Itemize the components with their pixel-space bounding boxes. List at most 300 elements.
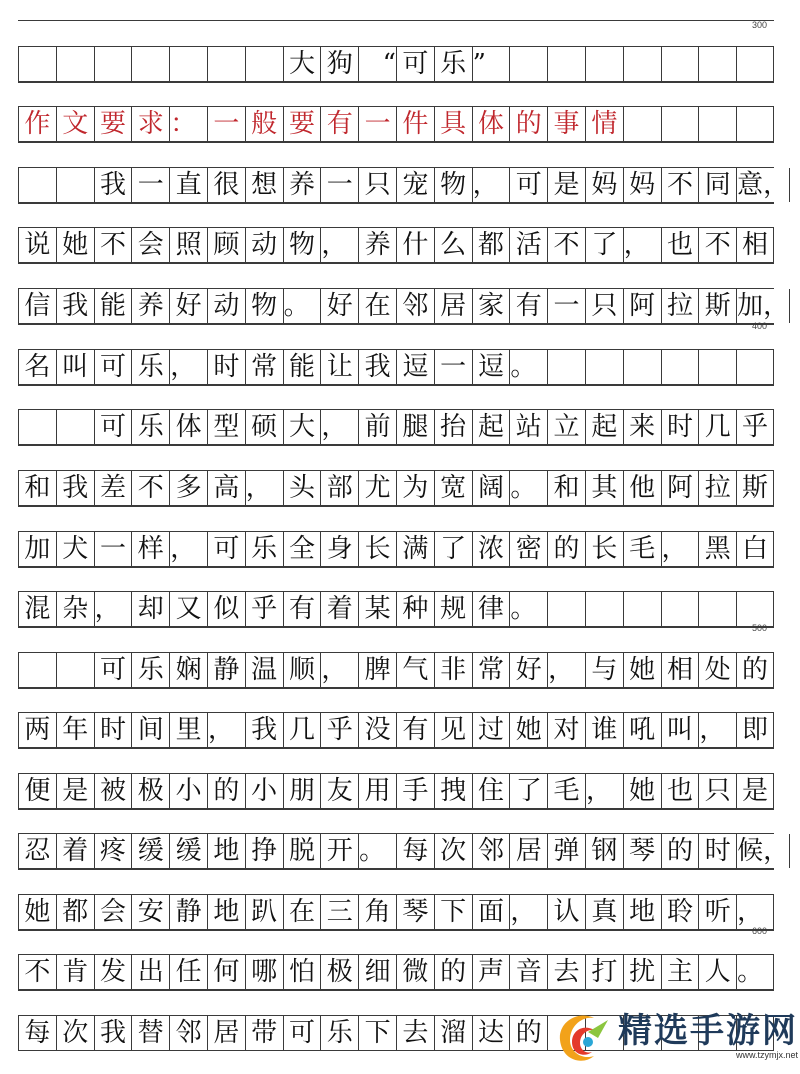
grid-cell: 乐 <box>320 1016 358 1050</box>
grid-cell: 身 <box>320 532 358 566</box>
grid-cell: 斯 <box>736 471 774 505</box>
title-row <box>18 46 774 82</box>
grid-cell: 其 <box>585 471 623 505</box>
grid-cell: ， <box>207 713 245 747</box>
grid-cell: 忍 <box>18 834 56 868</box>
grid-cell: 只 <box>698 774 736 808</box>
grid-cell: 地 <box>623 895 661 929</box>
grid-cell: 疼 <box>94 834 132 868</box>
grid-cell: 友 <box>320 774 358 808</box>
grid-cell: 都 <box>56 895 94 929</box>
grid-cell: 满 <box>396 532 434 566</box>
grid-cell <box>623 350 661 384</box>
grid-cell: 居 <box>509 834 547 868</box>
grid-cell: 有 <box>283 592 321 626</box>
grid-cell <box>18 410 56 444</box>
grid-cell: 细 <box>358 955 396 989</box>
grid-cell: 发 <box>94 955 132 989</box>
grid-cell: 种 <box>396 592 434 626</box>
grid-cell: 文 <box>56 107 94 141</box>
grid-cell: ： <box>169 107 207 141</box>
grid-cell: 我 <box>94 168 132 202</box>
grid-cell: 一 <box>207 107 245 141</box>
grid-cell: 每 <box>396 834 434 868</box>
grid-cell <box>661 592 699 626</box>
grid-cell: 乎 <box>245 592 283 626</box>
grid-cell: 。 <box>509 350 547 384</box>
grid-cell <box>207 47 245 81</box>
grid-cell: 又 <box>169 592 207 626</box>
row-spacer <box>18 506 774 532</box>
grid-cell: 。 <box>509 592 547 626</box>
grid-cell <box>56 653 94 687</box>
grid-cell: 静 <box>207 653 245 687</box>
char-count-label: 500 <box>751 623 767 633</box>
grid-cell: 我 <box>56 289 94 323</box>
grid-cell: 毛 <box>547 774 585 808</box>
grid-cell: 琴 <box>623 834 661 868</box>
row-spacer <box>18 567 774 593</box>
text-row <box>18 349 774 385</box>
grid-cell: 脾 <box>358 653 396 687</box>
grid-cell: 有 <box>509 289 547 323</box>
grid-cell <box>56 47 94 81</box>
row-spacer <box>18 688 774 714</box>
grid-cell <box>547 350 585 384</box>
grid-cell: 极 <box>320 955 358 989</box>
grid-cell: 可 <box>396 47 434 81</box>
grid-cell: 是 <box>547 168 585 202</box>
grid-cell: 浓 <box>472 532 510 566</box>
grid-cell: ” <box>472 47 510 81</box>
grid-cell: 斯 <box>698 289 736 323</box>
grid-cell: 物 <box>245 289 283 323</box>
grid-cell: 律 <box>472 592 510 626</box>
grid-cell: 杂 <box>56 592 94 626</box>
grid-cell: 我 <box>358 350 396 384</box>
grid-cell: 会 <box>131 228 169 262</box>
grid-cell: 犬 <box>56 532 94 566</box>
grid-cell: 有 <box>320 107 358 141</box>
grid-cell: 一 <box>94 532 132 566</box>
row-spacer <box>18 930 774 956</box>
grid-cell: 不 <box>698 228 736 262</box>
grid-cell: 带 <box>245 1016 283 1050</box>
grid-cell: 顾 <box>207 228 245 262</box>
grid-cell: 被 <box>94 774 132 808</box>
grid-cell: 缓 <box>169 834 207 868</box>
grid-cell: 见 <box>434 713 472 747</box>
grid-cell: 拉 <box>661 289 699 323</box>
grid-cell: 名 <box>18 350 56 384</box>
row-spacer <box>18 445 774 471</box>
grid-cell: 常 <box>245 350 283 384</box>
grid-cell: 会 <box>94 895 132 929</box>
grid-cell: 时 <box>661 410 699 444</box>
grid-cell: 气 <box>396 653 434 687</box>
grid-cell: 微 <box>396 955 434 989</box>
grid-cell: 某 <box>358 592 396 626</box>
grid-cell: 间 <box>131 713 169 747</box>
grid-cell <box>661 350 699 384</box>
grid-cell: ， <box>320 653 358 687</box>
grid-cell: 白 <box>736 532 774 566</box>
grid-cell: 次 <box>434 834 472 868</box>
grid-cell: 妈 <box>623 168 661 202</box>
grid-cell <box>623 47 661 81</box>
grid-cell: ， <box>320 410 358 444</box>
grid-cell: ， <box>320 228 358 262</box>
grid-cell <box>585 47 623 81</box>
grid-cell: 的 <box>736 653 774 687</box>
grid-cell: 站 <box>509 410 547 444</box>
grid-cell: 与 <box>585 653 623 687</box>
grid-cell: 头 <box>283 471 321 505</box>
grid-cell: 面 <box>472 895 510 929</box>
grid-cell: 在 <box>358 289 396 323</box>
grid-cell <box>698 350 736 384</box>
grid-cell: 了 <box>434 532 472 566</box>
grid-cell <box>585 350 623 384</box>
grid-cell: 拉 <box>698 471 736 505</box>
grid-cell: 了 <box>509 774 547 808</box>
grid-cell: 打 <box>585 955 623 989</box>
grid-cell: 可 <box>509 168 547 202</box>
grid-cell: 时 <box>207 350 245 384</box>
grid-cell: 乎 <box>320 713 358 747</box>
char-count-label: 400 <box>751 321 767 331</box>
grid-cell: 长 <box>585 532 623 566</box>
grid-cell: ， <box>169 350 207 384</box>
text-row <box>18 712 774 748</box>
grid-cell: 一 <box>131 168 169 202</box>
grid-cell: 几 <box>283 713 321 747</box>
grid-cell <box>18 653 56 687</box>
grid-cell: 要 <box>94 107 132 141</box>
grid-cell <box>56 168 94 202</box>
grid-cell: 处 <box>698 653 736 687</box>
grid-cell: 是 <box>736 774 774 808</box>
grid-cell: 相 <box>736 228 774 262</box>
site-watermark <box>548 1000 798 1074</box>
grid-cell: 过 <box>472 713 510 747</box>
grid-cell: 住 <box>472 774 510 808</box>
grid-cell <box>736 47 774 81</box>
char-count-label: 300 <box>751 20 767 30</box>
grid-cell: 乐 <box>131 410 169 444</box>
grid-cell: 和 <box>18 471 56 505</box>
grid-cell: 让 <box>320 350 358 384</box>
grid-cell: 体 <box>472 107 510 141</box>
grid-cell <box>623 107 661 141</box>
grid-cell: ， <box>547 653 585 687</box>
grid-cell: 乐 <box>245 532 283 566</box>
grid-cell: 了 <box>585 228 623 262</box>
grid-cell <box>547 592 585 626</box>
grid-cell: 好 <box>509 653 547 687</box>
text-row <box>18 954 774 990</box>
grid-cell: 为 <box>396 471 434 505</box>
grid-cell: 手 <box>396 774 434 808</box>
grid-cell: 年 <box>56 713 94 747</box>
grid-cell: 哪 <box>245 955 283 989</box>
grid-cell: 相 <box>661 653 699 687</box>
grid-cell: 即 <box>736 713 774 747</box>
grid-cell: 弹 <box>547 834 585 868</box>
grid-cell: 小 <box>245 774 283 808</box>
grid-cell <box>245 47 283 81</box>
grid-cell: 时 <box>698 834 736 868</box>
grid-cell: 活 <box>509 228 547 262</box>
grid-cell: 体 <box>169 410 207 444</box>
grid-cell: 她 <box>56 228 94 262</box>
grid-cell: 每 <box>18 1016 56 1050</box>
grid-cell: 同 <box>698 168 736 202</box>
grid-cell: ， <box>245 471 283 505</box>
grid-cell: 乐 <box>434 47 472 81</box>
grid-cell: 般 <box>245 107 283 141</box>
grid-cell: 。 <box>283 289 321 323</box>
grid-cell: 不 <box>131 471 169 505</box>
grid-cell: 。 <box>509 471 547 505</box>
grid-cell: 大 <box>283 47 321 81</box>
text-row <box>18 409 774 445</box>
grid-cell: 下 <box>358 1016 396 1050</box>
grid-cell: 我 <box>94 1016 132 1050</box>
grid-cell: 前 <box>358 410 396 444</box>
grid-cell: 直 <box>169 168 207 202</box>
grid-cell: 着 <box>320 592 358 626</box>
row-spacer <box>18 385 774 411</box>
grid-cell: 规 <box>434 592 472 626</box>
grid-cell: 密 <box>509 532 547 566</box>
grid-cell: 什 <box>396 228 434 262</box>
grid-cell: 我 <box>245 713 283 747</box>
grid-cell: 意， <box>737 170 790 200</box>
grid-cell: 次 <box>56 1016 94 1050</box>
grid-cell: 很 <box>207 168 245 202</box>
grid-cell: 听 <box>698 895 736 929</box>
row-spacer <box>18 627 774 653</box>
grid-cell: 没 <box>358 713 396 747</box>
grid-cell: 立 <box>547 410 585 444</box>
grid-cell: 宽 <box>434 471 472 505</box>
grid-cell: 动 <box>207 289 245 323</box>
grid-cell: 聆 <box>661 895 699 929</box>
row-spacer <box>18 809 774 835</box>
grid-cell: 来 <box>623 410 661 444</box>
grid-cell: 要 <box>283 107 321 141</box>
grid-cell: 好 <box>320 289 358 323</box>
grid-cell: 可 <box>94 350 132 384</box>
grid-cell: 有 <box>396 713 434 747</box>
requirement-row <box>18 106 774 142</box>
grid-cell: 达 <box>472 1016 510 1050</box>
grid-cell: 部 <box>320 471 358 505</box>
grid-cell <box>623 592 661 626</box>
grid-cell: 全 <box>283 532 321 566</box>
grid-cell: 宠 <box>396 168 434 202</box>
grid-cell: 缓 <box>131 834 169 868</box>
grid-cell: ， <box>736 895 774 929</box>
grid-cell: 毛 <box>623 532 661 566</box>
grid-cell: 家 <box>472 289 510 323</box>
grid-cell: 只 <box>585 289 623 323</box>
grid-cell: 加， <box>737 291 790 321</box>
grid-cell: 叫 <box>661 713 699 747</box>
grid-cell: ， <box>472 168 510 202</box>
grid-cell: 替 <box>131 1016 169 1050</box>
grid-cell: 起 <box>472 410 510 444</box>
grid-cell: 高 <box>207 471 245 505</box>
grid-cell <box>698 47 736 81</box>
grid-cell: 的 <box>509 107 547 141</box>
grid-cell: 却 <box>131 592 169 626</box>
row-spacer <box>18 82 774 108</box>
grid-cell: 的 <box>434 955 472 989</box>
grid-cell: 养 <box>358 228 396 262</box>
grid-cell: 小 <box>169 774 207 808</box>
grid-cell: 不 <box>661 168 699 202</box>
grid-cell: 动 <box>245 228 283 262</box>
grid-cell: 多 <box>169 471 207 505</box>
row-spacer <box>18 324 774 350</box>
grid-cell: 几 <box>698 410 736 444</box>
grid-cell: 一 <box>434 350 472 384</box>
grid-cell: 和 <box>547 471 585 505</box>
text-row <box>18 833 790 869</box>
row-spacer <box>18 142 774 168</box>
text-row <box>18 531 774 567</box>
row-spacer <box>18 263 774 289</box>
grid-cell <box>169 47 207 81</box>
grid-cell: 物 <box>283 228 321 262</box>
grid-cell <box>736 107 774 141</box>
row-spacer <box>18 748 774 774</box>
grid-cell: 的 <box>207 774 245 808</box>
grid-cell: 的 <box>547 532 585 566</box>
grid-cell <box>131 47 169 81</box>
grid-cell: ， <box>169 532 207 566</box>
grid-cell: 温 <box>245 653 283 687</box>
grid-cell: 尤 <box>358 471 396 505</box>
grid-cell: 似 <box>207 592 245 626</box>
grid-cell: 琴 <box>396 895 434 929</box>
grid-cell: 顺 <box>283 653 321 687</box>
grid-cell: 好 <box>169 289 207 323</box>
grid-cell: 肯 <box>56 955 94 989</box>
grid-cell: 任 <box>169 955 207 989</box>
grid-cell <box>94 47 132 81</box>
grid-cell: 拽 <box>434 774 472 808</box>
grid-cell: 狗 <box>320 47 358 81</box>
grid-cell: 我 <box>56 471 94 505</box>
grid-cell: 候， <box>737 836 790 866</box>
grid-cell: 不 <box>94 228 132 262</box>
grid-cell: 出 <box>131 955 169 989</box>
grid-cell: 地 <box>207 834 245 868</box>
grid-cell: 能 <box>94 289 132 323</box>
grid-cell: 声 <box>472 955 510 989</box>
grid-cell: 娴 <box>169 653 207 687</box>
grid-cell: 非 <box>434 653 472 687</box>
grid-cell <box>698 592 736 626</box>
grid-cell: 挣 <box>245 834 283 868</box>
grid-cell: 一 <box>547 289 585 323</box>
grid-cell: 怕 <box>283 955 321 989</box>
grid-cell: 邻 <box>396 289 434 323</box>
grid-cell: 吼 <box>623 713 661 747</box>
grid-cell: 趴 <box>245 895 283 929</box>
grid-cell: 情 <box>585 107 623 141</box>
grid-cell: 谁 <box>585 713 623 747</box>
grid-cell <box>56 410 94 444</box>
grid-cell: 硕 <box>245 410 283 444</box>
grid-cell <box>698 107 736 141</box>
grid-cell: 作 <box>18 107 56 141</box>
grid-cell: 一 <box>320 168 358 202</box>
grid-cell: 三 <box>320 895 358 929</box>
grid-cell: 何 <box>207 955 245 989</box>
grid-cell <box>18 47 56 81</box>
grid-cell: 具 <box>434 107 472 141</box>
row-spacer <box>18 20 774 46</box>
grid-cell: 乐 <box>131 653 169 687</box>
grid-cell: 邻 <box>472 834 510 868</box>
grid-cell: 不 <box>18 955 56 989</box>
text-row <box>18 470 774 506</box>
grid-cell: 常 <box>472 653 510 687</box>
grid-cell: 阿 <box>623 289 661 323</box>
grid-cell: 只 <box>358 168 396 202</box>
text-row <box>18 652 774 688</box>
grid-cell: 主 <box>661 955 699 989</box>
grid-cell: 么 <box>434 228 472 262</box>
grid-cell: 对 <box>547 713 585 747</box>
grid-cell: 角 <box>358 895 396 929</box>
site-name: 精选手游网 <box>618 1011 798 1051</box>
text-row <box>18 773 774 809</box>
grid-cell <box>547 47 585 81</box>
grid-cell: 黑 <box>698 532 736 566</box>
site-logo-icon <box>548 1002 618 1072</box>
grid-cell: 抬 <box>434 410 472 444</box>
grid-cell: 型 <box>207 410 245 444</box>
grid-cell: 时 <box>94 713 132 747</box>
grid-cell: 乎 <box>736 410 774 444</box>
grid-cell: 可 <box>94 653 132 687</box>
grid-cell: 。 <box>736 955 774 989</box>
grid-cell: 用 <box>358 774 396 808</box>
grid-cell: 混 <box>18 592 56 626</box>
grid-cell: 音 <box>509 955 547 989</box>
grid-cell <box>585 592 623 626</box>
grid-cell: 一 <box>358 107 396 141</box>
grid-cell: 极 <box>131 774 169 808</box>
grid-cell: 居 <box>207 1016 245 1050</box>
grid-cell: 是 <box>56 774 94 808</box>
grid-cell: ， <box>698 713 736 747</box>
grid-cell: 求 <box>131 107 169 141</box>
grid-cell: 真 <box>585 895 623 929</box>
grid-cell: “ <box>358 47 396 81</box>
grid-cell: 说 <box>18 228 56 262</box>
grid-cell: 便 <box>18 774 56 808</box>
grid-cell: 想 <box>245 168 283 202</box>
row-spacer <box>18 203 774 229</box>
grid-cell <box>736 592 774 626</box>
grid-cell: 下 <box>434 895 472 929</box>
